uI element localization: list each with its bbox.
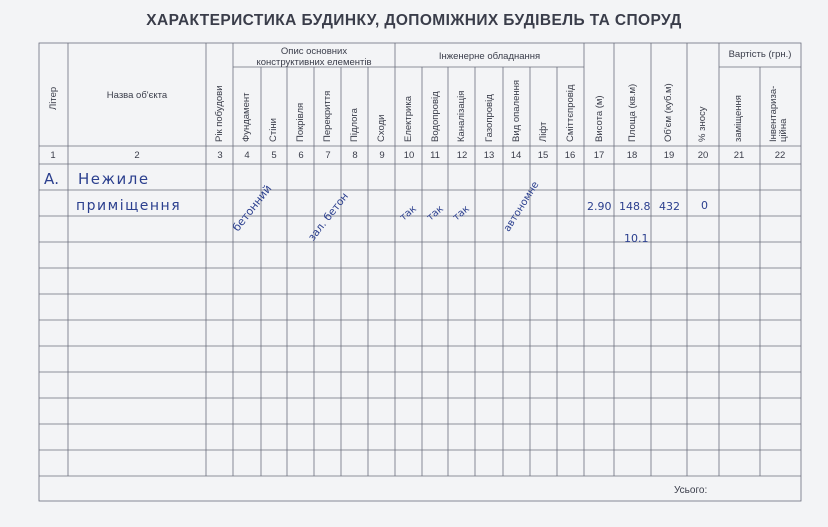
- column-number: 15: [537, 150, 549, 161]
- column-header-walls: Стіни: [268, 118, 279, 142]
- column-header-garbage: Сміттєпровід: [565, 84, 576, 142]
- column-number: 2: [134, 150, 140, 161]
- column-number: 10: [403, 150, 415, 161]
- entry-heating: автономне: [502, 179, 542, 234]
- entry-liter: А.: [44, 170, 60, 188]
- column-header-area: Площа (кв.м): [627, 83, 638, 142]
- column-number: 5: [271, 150, 277, 161]
- column-header-heating: Вид опалення: [511, 79, 522, 142]
- group-cost: Вартість (грн.): [728, 49, 792, 60]
- column-number: 18: [626, 150, 638, 161]
- column-header-wear: % зносу: [697, 106, 708, 142]
- column-header-replacement: заміщення: [733, 95, 744, 142]
- column-number: 14: [510, 150, 522, 161]
- entry-area-extra: 10.1: [624, 232, 649, 245]
- column-number: 6: [298, 150, 304, 161]
- entry-electric: так: [398, 203, 419, 224]
- column-header-volume: Об'єм (куб.м): [663, 83, 674, 142]
- column-number: 13: [483, 150, 495, 161]
- group-constructive: Опис основних конструктивних елементів: [256, 46, 372, 68]
- entry-height: 2.90: [587, 200, 612, 213]
- column-number: 19: [663, 150, 675, 161]
- column-header-name: Назва об'єкта: [106, 90, 168, 101]
- column-header-gas: Газопровід: [484, 94, 495, 142]
- entry-floors-ceiling: зал. бетон: [306, 190, 352, 244]
- column-header-lift: Ліфт: [538, 121, 549, 142]
- column-header-floors-ceiling: Перекриття: [322, 90, 333, 142]
- entry-area: 148.8: [619, 200, 651, 213]
- column-number: 16: [564, 150, 576, 161]
- entry-volume: 432: [659, 200, 680, 213]
- entry-wear: 0: [701, 199, 708, 212]
- entry-name-line1: Нежиле: [78, 170, 150, 188]
- column-number: 7: [325, 150, 331, 161]
- column-number: 9: [379, 150, 385, 161]
- group-engineering: Інженерне обладнання: [438, 51, 541, 62]
- column-header-sewer: Каналізація: [456, 90, 467, 142]
- column-number: 4: [244, 150, 250, 161]
- column-number: 11: [430, 150, 440, 161]
- column-header-electric: Електрика: [403, 95, 414, 142]
- column-header-inventory: Інвентариза- ційна: [768, 85, 789, 142]
- column-header-foundation: Фундамент: [241, 92, 252, 142]
- entry-sewer: так: [451, 203, 472, 224]
- column-header-roof: Покрівля: [295, 102, 306, 142]
- entry-foundation: бетонний: [230, 182, 275, 235]
- total-label: Усього:: [674, 485, 708, 496]
- column-header-water: Водопровід: [430, 91, 441, 142]
- column-header-height: Висота (м): [594, 95, 605, 142]
- column-number: 1: [50, 150, 56, 161]
- column-header-floor: Підлога: [349, 108, 360, 142]
- column-number: 8: [352, 150, 358, 161]
- column-header-year: Рік побудови: [214, 85, 225, 142]
- column-header-stairs: Сходи: [376, 114, 387, 142]
- column-number: 3: [217, 150, 223, 161]
- column-number: 12: [456, 150, 468, 161]
- column-number: 20: [697, 150, 709, 161]
- column-number: 21: [733, 150, 745, 161]
- column-header-liter: Літер: [48, 86, 59, 110]
- page-title: ХАРАКТЕРИСТИКА БУДИНКУ, ДОПОМІЖНИХ БУДІВЕЛЬ ТА СПОРУД: [146, 12, 682, 29]
- column-number: 22: [774, 150, 786, 161]
- entry-name-line2: приміщення: [76, 198, 182, 214]
- column-number: 17: [593, 150, 605, 161]
- entry-water: так: [425, 203, 446, 224]
